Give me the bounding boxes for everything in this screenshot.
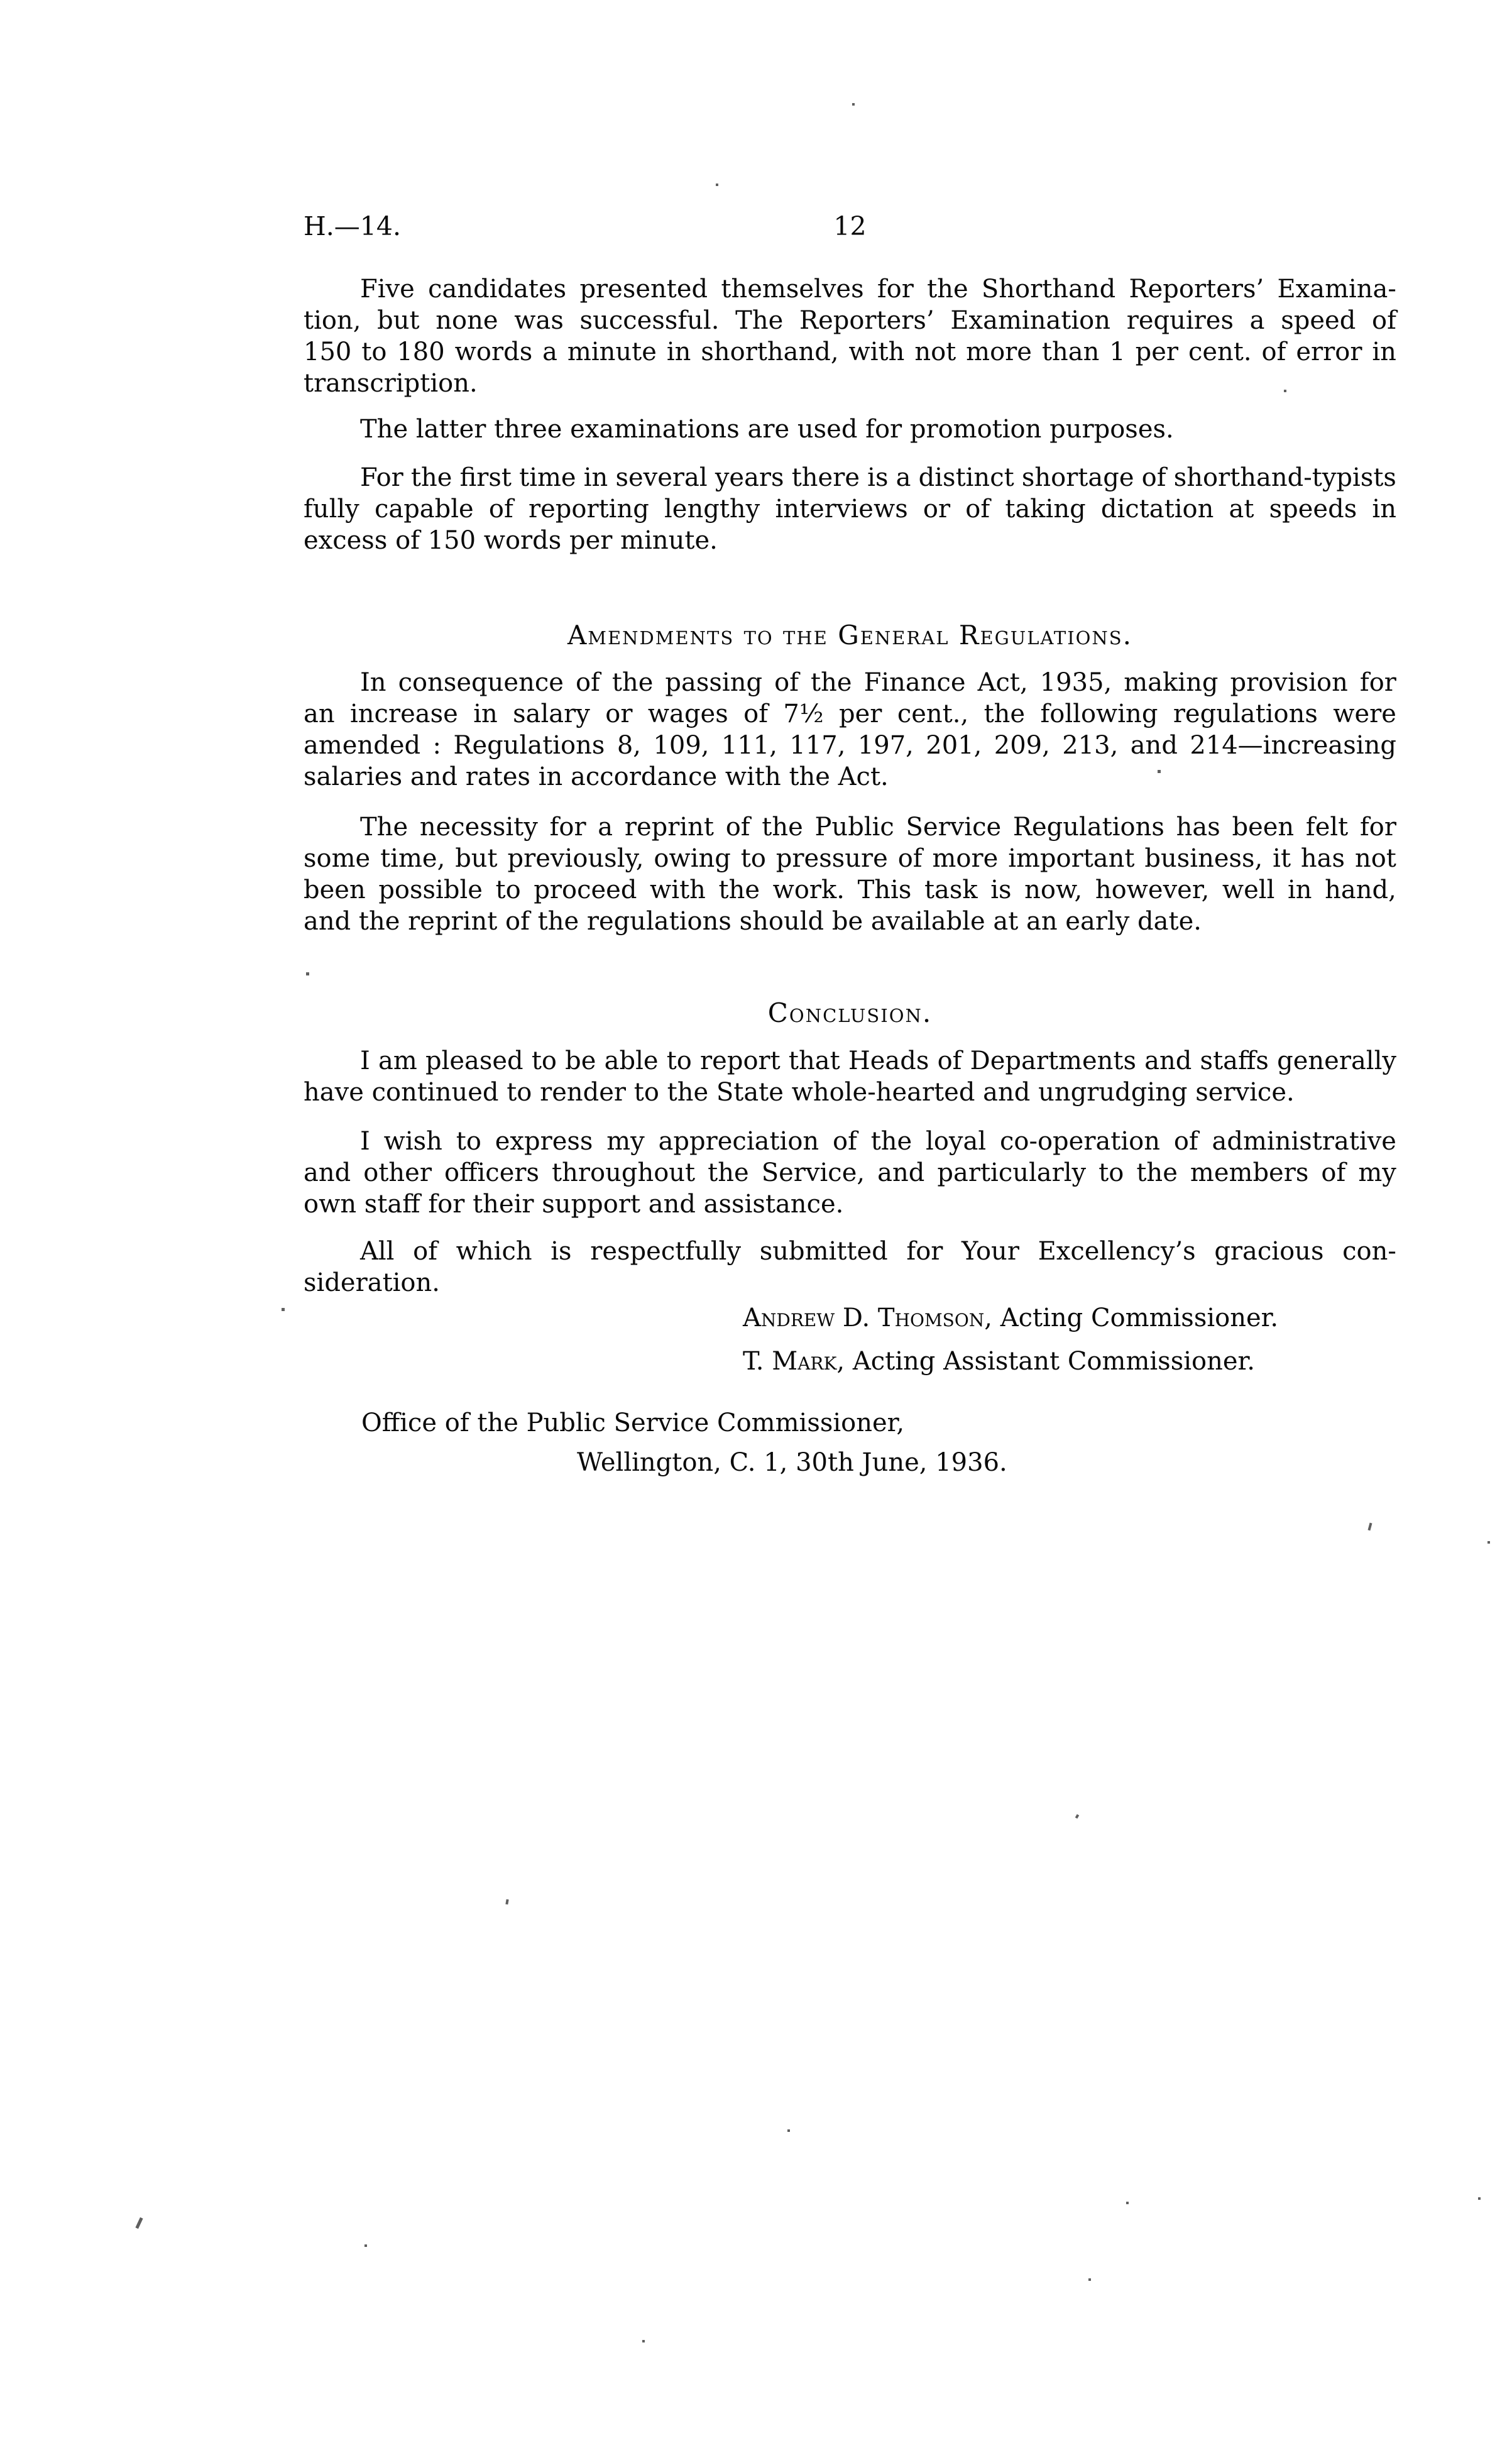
text-line: 150 to 180 words a minute in shorthand, with not more than 1 per cent. of error in — [304, 338, 1396, 366]
signatory-name: T. Mark — [743, 1347, 837, 1376]
paragraph — [304, 414, 1396, 445]
paragraph — [304, 1126, 1396, 1220]
scan-speck — [787, 2129, 790, 2132]
paragraph — [304, 1045, 1396, 1108]
paragraph — [304, 667, 1396, 793]
text-line: some time, but previously, owing to pressure of more important business, it has not — [304, 844, 1396, 873]
signature-line — [743, 1345, 1255, 1378]
text-line: an increase in salary or wages of 7½ per cent., the following regulations were — [304, 700, 1396, 728]
text-line: transcription. — [304, 369, 478, 398]
paper-number: H.—14. — [304, 211, 401, 241]
text-line: tion, but none was successful. The Reporters’ Examination requires a speed of — [304, 306, 1396, 335]
text-line: All of which is respectfully submitted for Your Excellency’s gracious con- — [360, 1237, 1396, 1266]
scan-speck — [1088, 2278, 1091, 2281]
signatory-name: Andrew D. Thomson — [743, 1304, 985, 1332]
text-line: Five candidates presented themselves for the Shorthand Reporters’ Examina- — [360, 275, 1396, 304]
signatory-title: , Acting Commissioner. — [984, 1304, 1279, 1332]
scan-speck — [306, 972, 309, 975]
page-header — [304, 210, 1396, 243]
scan-speck — [1478, 2197, 1481, 2200]
text-line: salaries and rates in accordance with the Act. — [304, 762, 889, 791]
scan-speck — [135, 2217, 143, 2229]
text-line: The necessity for a reprint of the Public Service Regulations has been felt for — [360, 813, 1396, 842]
paragraph — [304, 462, 1396, 556]
paragraph — [304, 273, 1396, 399]
office-line: Office of the Public Service Commissioner, — [361, 1408, 905, 1437]
text-line: excess of 150 words per minute. — [304, 526, 718, 555]
text-line: and the reprint of the regulations should be available at an early date. — [304, 907, 1202, 936]
scan-speck — [1158, 770, 1161, 773]
scan-speck — [364, 2244, 367, 2247]
text-line: I wish to express my appreciation of the loyal co-operation of administrative — [360, 1127, 1396, 1156]
text-line: I am pleased to be able to report that Heads of Departments and staffs generally — [360, 1046, 1396, 1075]
scan-speck — [852, 103, 855, 106]
text-line: For the first time in several years there is a distinct shortage of shorthand-typists — [360, 463, 1396, 492]
text-line: been possible to proceed with the work. This task is now, however, well in hand, — [304, 876, 1396, 904]
text-line: fully capable of reporting lengthy interviews or of taking dictation at speeds in — [304, 495, 1396, 524]
scan-speck — [1487, 1541, 1490, 1544]
text-line: The latter three examinations are used for promotion purposes. — [360, 415, 1174, 444]
text-line: sideration. — [304, 1268, 440, 1297]
scan-speck — [282, 1308, 285, 1311]
text-line: In consequence of the passing of the Finance Act, 1935, making provision for — [360, 668, 1396, 697]
heading-amendments: Amendments to the General Regulations. — [567, 620, 1133, 651]
text-line: own staff for their support and assistance. — [304, 1190, 844, 1219]
text-line: amended : Regulations 8, 109, 111, 117, 197, 201, 209, 213, and 214—increasing — [304, 731, 1396, 760]
text-column — [304, 0, 1396, 2438]
scan-speck — [1126, 2202, 1129, 2204]
scan-speck — [716, 184, 718, 186]
text-line: and other officers throughout the Service, and particularly to the members of my — [304, 1158, 1396, 1187]
signature-line — [743, 1302, 1278, 1334]
scan-speck — [642, 2340, 645, 2342]
signatory-title: , Acting Assistant Commissioner. — [836, 1347, 1255, 1376]
paragraph — [304, 811, 1396, 937]
heading-conclusion: Conclusion. — [767, 997, 933, 1028]
date-line: Wellington, C. 1, 30th June, 1936. — [577, 1448, 1007, 1477]
text-line: have continued to render to the State whole-hearted and ungrudging service. — [304, 1078, 1295, 1107]
page-number: 12 — [833, 211, 867, 241]
scan-speck — [1284, 390, 1286, 392]
paragraph — [304, 1236, 1396, 1299]
